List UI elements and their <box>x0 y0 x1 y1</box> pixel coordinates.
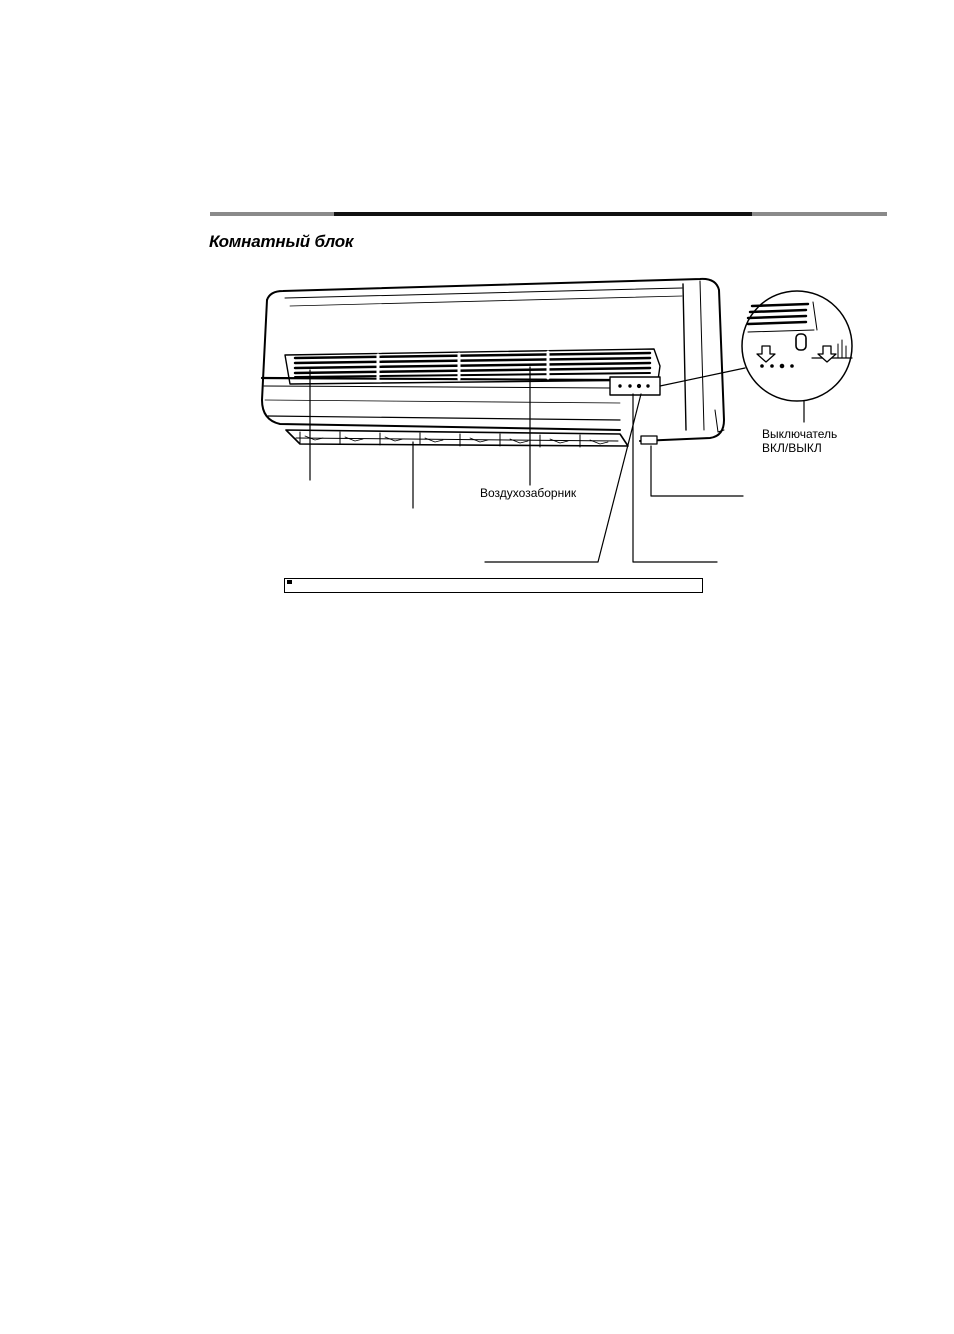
section-title: Комнатный блок <box>209 232 354 251</box>
on-off-switch-label-line2: ВКЛ/ВЫКЛ <box>762 441 822 455</box>
detail-magnifier <box>742 291 852 401</box>
caption-box <box>284 578 703 593</box>
on-off-switch-label-line1: Выключатель <box>762 427 838 441</box>
callout-lines <box>310 350 804 562</box>
black-square-icon <box>287 580 292 584</box>
air-intake-label: Воздухозаборник <box>480 486 577 500</box>
air-outlet-louvre <box>286 430 628 447</box>
display-panel <box>610 377 660 395</box>
drain-outlet <box>641 436 657 444</box>
indoor-unit-diagram <box>0 0 954 620</box>
